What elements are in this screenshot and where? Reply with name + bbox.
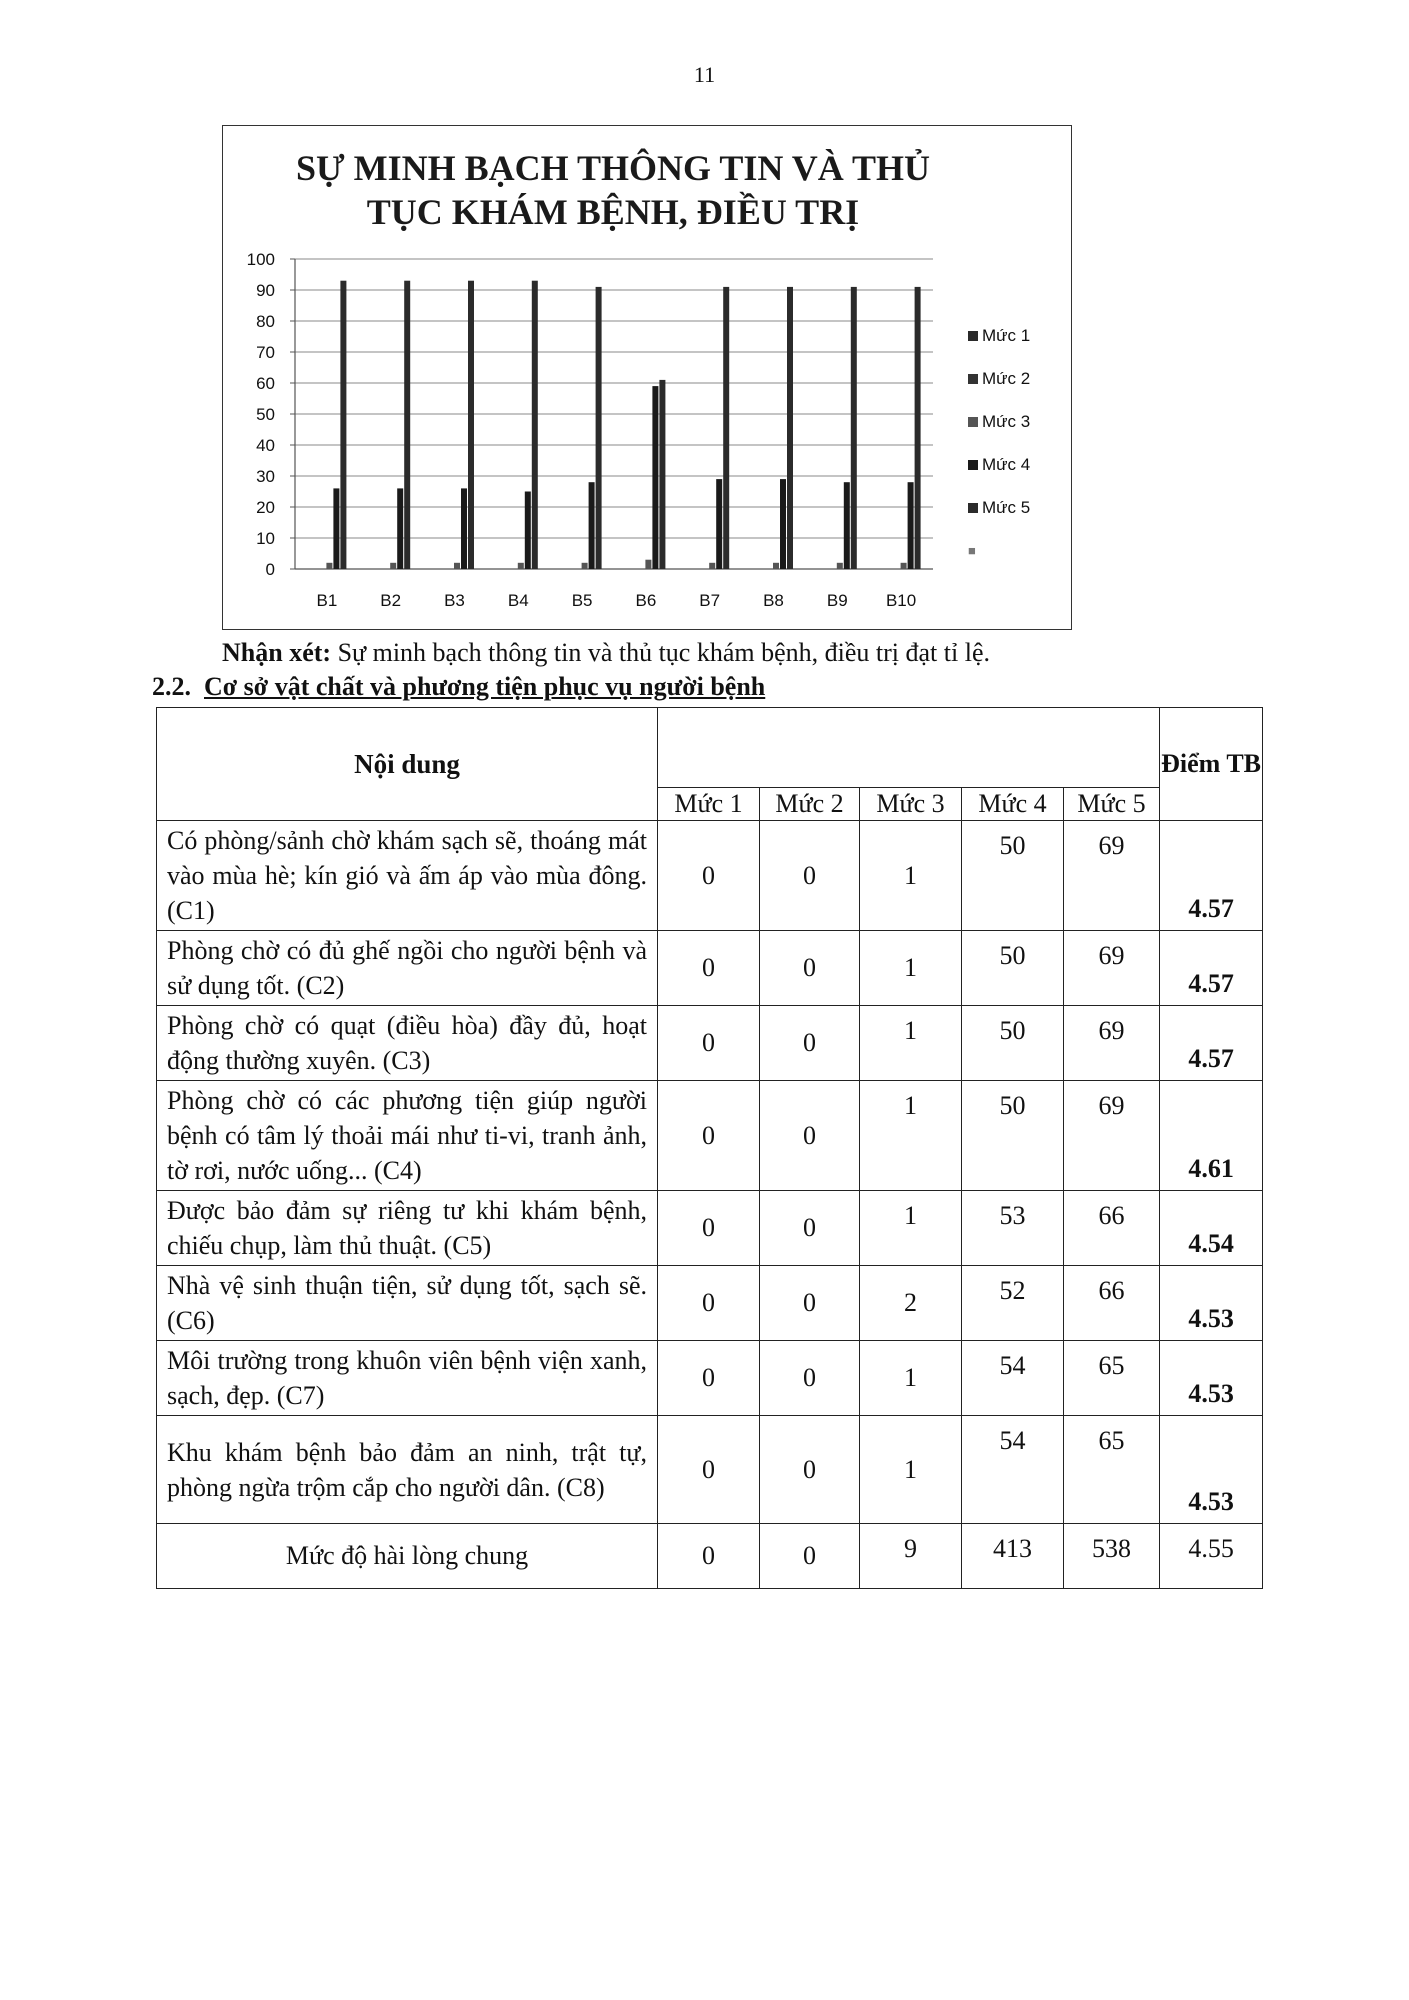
legend-label: Mức 5 <box>982 497 1031 517</box>
bar-b3-series-4 <box>461 488 467 569</box>
bar-b2-series-5 <box>404 281 410 569</box>
y-tick-label: 0 <box>265 560 275 579</box>
row-avg: 4.53 <box>1160 1416 1263 1524</box>
row-level-5: 65 <box>1064 1416 1160 1524</box>
row-level-1: 0 <box>658 931 760 1006</box>
row-content: Có phòng/sảnh chờ khám sạch sẽ, thoáng mát vào mùa hè; kín gió và ấm áp vào mùa đông. (C1) <box>157 821 658 931</box>
total-row <box>157 1524 1263 1589</box>
y-tick-label: 70 <box>256 343 275 362</box>
row-level-1: 0 <box>658 1081 760 1191</box>
legend-label: Mức 2 <box>982 368 1031 388</box>
row-level-1: 0 <box>658 1006 760 1081</box>
bar-b5-series-4 <box>589 482 595 569</box>
header-content: Nội dung <box>157 708 658 821</box>
section-number: 2.2. <box>152 672 191 701</box>
table-row <box>157 1006 1263 1081</box>
header-levels-group <box>658 708 1160 788</box>
bar-b7-series-4 <box>716 479 722 569</box>
bar-b9-series-5 <box>851 287 857 569</box>
section-title: Cơ sở vật chất và phương tiện phục vụ người bệnh <box>204 672 766 701</box>
row-content: Được bảo đảm sự riêng tư khi khám bệnh, chiếu chụp, làm thủ thuật. (C5) <box>157 1191 658 1266</box>
row-level-2: 0 <box>760 1081 860 1191</box>
row-level-2: 0 <box>760 821 860 931</box>
table-row <box>157 931 1263 1006</box>
bar-b1-series-4 <box>333 488 339 569</box>
row-level-2: 0 <box>760 1341 860 1416</box>
total-label: Mức độ hài lòng chung <box>157 1524 658 1589</box>
legend-extra-swatch: ■ <box>968 543 976 558</box>
row-level-5: 69 <box>1064 821 1160 931</box>
header-level-1: Mức 1 <box>658 788 760 821</box>
table-row <box>157 1266 1263 1341</box>
bar-b4-series-4 <box>525 492 531 570</box>
row-level-4: 50 <box>962 1006 1064 1081</box>
row-content: Nhà vệ sinh thuận tiện, sử dụng tốt, sạch sẽ. (C6) <box>157 1266 658 1341</box>
row-level-5: 66 <box>1064 1266 1160 1341</box>
row-level-4: 53 <box>962 1191 1064 1266</box>
row-level-5: 65 <box>1064 1341 1160 1416</box>
bar-b4-series-3 <box>518 563 524 569</box>
header-level-5: Mức 5 <box>1064 788 1160 821</box>
row-level-4: 54 <box>962 1341 1064 1416</box>
chart-title-line-2: TỤC KHÁM BỆNH, ĐIỀU TRỊ <box>366 192 860 232</box>
header-level-2: Mức 2 <box>760 788 860 821</box>
legend-item <box>968 443 1030 486</box>
row-level-3: 1 <box>860 931 962 1006</box>
x-tick-label: B9 <box>826 591 848 610</box>
y-tick-label: 40 <box>256 436 275 455</box>
row-avg: 4.57 <box>1160 931 1263 1006</box>
row-level-1: 0 <box>658 1191 760 1266</box>
x-tick-label: B8 <box>763 591 784 610</box>
y-tick-label: 30 <box>256 467 275 486</box>
legend-item <box>968 486 1030 529</box>
header-level-4: Mức 4 <box>962 788 1064 821</box>
row-level-4: 50 <box>962 1081 1064 1191</box>
row-level-4: 50 <box>962 931 1064 1006</box>
x-tick-label: B1 <box>316 591 338 610</box>
total-level-1: 0 <box>658 1524 760 1589</box>
bar-b1-series-3 <box>326 563 332 569</box>
row-avg: 4.54 <box>1160 1191 1263 1266</box>
legend-swatch <box>968 460 978 470</box>
row-level-2: 0 <box>760 1006 860 1081</box>
total-level-3: 9 <box>860 1524 962 1589</box>
legend-label: Mức 4 <box>982 454 1031 474</box>
legend-label: Mức 1 <box>982 325 1031 345</box>
y-tick-label: 20 <box>256 498 275 517</box>
bar-b7-series-5 <box>723 287 729 569</box>
row-level-5: 69 <box>1064 1006 1160 1081</box>
y-tick-label: 100 <box>246 250 275 269</box>
row-level-3: 1 <box>860 1341 962 1416</box>
row-level-4: 52 <box>962 1266 1064 1341</box>
legend-swatch <box>968 417 978 427</box>
row-level-4: 50 <box>962 821 1064 931</box>
satisfaction-table <box>156 707 1263 1589</box>
row-content: Khu khám bệnh bảo đảm an ninh, trật tự, phòng ngừa trộm cắp cho người dân. (C8) <box>157 1416 658 1524</box>
legend-swatch <box>968 331 978 341</box>
header-avg: Điểm TB <box>1160 708 1263 821</box>
row-level-3: 1 <box>860 1006 962 1081</box>
bar-b10-series-3 <box>901 563 907 569</box>
row-level-3: 2 <box>860 1266 962 1341</box>
row-level-3: 1 <box>860 821 962 931</box>
legend-item <box>968 314 1030 357</box>
row-level-2: 0 <box>760 1191 860 1266</box>
table-row <box>157 1081 1263 1191</box>
remark <box>222 638 990 668</box>
legend-swatch <box>968 503 978 513</box>
legend-swatch <box>968 374 978 384</box>
row-level-4: 54 <box>962 1416 1064 1524</box>
y-tick-label: 60 <box>256 374 275 393</box>
row-level-3: 1 <box>860 1416 962 1524</box>
table-row <box>157 1191 1263 1266</box>
row-level-3: 1 <box>860 1191 962 1266</box>
x-tick-label: B10 <box>885 591 917 610</box>
row-content: Phòng chờ có đủ ghế ngồi cho người bệnh và sử dụng tốt. (C2) <box>157 931 658 1006</box>
total-avg: 4.55 <box>1160 1524 1263 1589</box>
chart-title-line-1: SỰ MINH BẠCH THÔNG TIN VÀ THỦ <box>295 148 931 188</box>
bar-b5-series-3 <box>582 563 588 569</box>
total-level-4: 413 <box>962 1524 1064 1589</box>
remark-text: Sự minh bạch thông tin và thủ tục khám bệnh, điều trị đạt tỉ lệ. <box>331 638 990 667</box>
bar-b2-series-3 <box>390 563 396 569</box>
bar-b3-series-5 <box>468 281 474 569</box>
bar-b8-series-4 <box>780 479 786 569</box>
bar-b4-series-5 <box>532 281 538 569</box>
x-tick-label: B3 <box>444 591 465 610</box>
chart-legend <box>968 314 1030 572</box>
legend-label: Mức 3 <box>982 411 1031 431</box>
x-tick-label: B6 <box>635 591 657 610</box>
bar-b9-series-3 <box>837 563 843 569</box>
row-avg: 4.57 <box>1160 1006 1263 1081</box>
row-level-5: 69 <box>1064 1081 1160 1191</box>
chart-container <box>222 125 1072 630</box>
legend-item <box>968 400 1030 443</box>
row-content: Phòng chờ có các phương tiện giúp người bệnh có tâm lý thoải mái như ti-vi, tranh ảnh, tờ rơi, nước uống... (C4) <box>157 1081 658 1191</box>
row-avg: 4.53 <box>1160 1266 1263 1341</box>
y-tick-label: 80 <box>256 312 275 331</box>
bar-b2-series-4 <box>397 488 403 569</box>
row-avg: 4.57 <box>1160 821 1263 931</box>
bar-chart <box>223 126 1071 629</box>
y-tick-label: 90 <box>256 281 275 300</box>
row-level-2: 0 <box>760 1266 860 1341</box>
row-level-2: 0 <box>760 931 860 1006</box>
bar-b6-series-3 <box>645 560 651 569</box>
row-level-1: 0 <box>658 1341 760 1416</box>
bar-b8-series-5 <box>787 287 793 569</box>
row-level-3: 1 <box>860 1081 962 1191</box>
bar-b9-series-4 <box>844 482 850 569</box>
x-tick-label: B5 <box>571 591 593 610</box>
total-level-2: 0 <box>760 1524 860 1589</box>
x-tick-label: B4 <box>507 591 529 610</box>
legend-item <box>968 357 1030 400</box>
y-tick-label: 10 <box>256 529 275 548</box>
bar-b7-series-3 <box>709 563 715 569</box>
table-row <box>157 821 1263 931</box>
row-avg: 4.61 <box>1160 1081 1263 1191</box>
bar-b6-series-4 <box>652 386 658 569</box>
bar-b10-series-5 <box>915 287 921 569</box>
x-tick-label: B7 <box>699 591 721 610</box>
section-heading <box>152 672 765 702</box>
bar-b8-series-3 <box>773 563 779 569</box>
row-avg: 4.53 <box>1160 1341 1263 1416</box>
page-number: 11 <box>693 62 716 87</box>
y-tick-label: 50 <box>256 405 275 424</box>
x-tick-label: B2 <box>380 591 402 610</box>
bar-b1-series-5 <box>340 281 346 569</box>
header-level-3: Mức 3 <box>860 788 962 821</box>
bar-b5-series-5 <box>596 287 602 569</box>
row-content: Phòng chờ có quạt (điều hòa) đầy đủ, hoạt động thường xuyên. (C3) <box>157 1006 658 1081</box>
bar-b10-series-4 <box>908 482 914 569</box>
bar-b3-series-3 <box>454 563 460 569</box>
row-level-1: 0 <box>658 1266 760 1341</box>
row-level-2: 0 <box>760 1416 860 1524</box>
row-content: Môi trường trong khuôn viên bệnh viện xanh, sạch, đẹp. (C7) <box>157 1341 658 1416</box>
row-level-1: 0 <box>658 821 760 931</box>
table-row <box>157 1341 1263 1416</box>
remark-label: Nhận xét: <box>222 638 332 667</box>
row-level-5: 66 <box>1064 1191 1160 1266</box>
table-row <box>157 1416 1263 1524</box>
row-level-5: 69 <box>1064 931 1160 1006</box>
row-level-1: 0 <box>658 1416 760 1524</box>
total-level-5: 538 <box>1064 1524 1160 1589</box>
bar-b6-series-5 <box>659 380 665 569</box>
